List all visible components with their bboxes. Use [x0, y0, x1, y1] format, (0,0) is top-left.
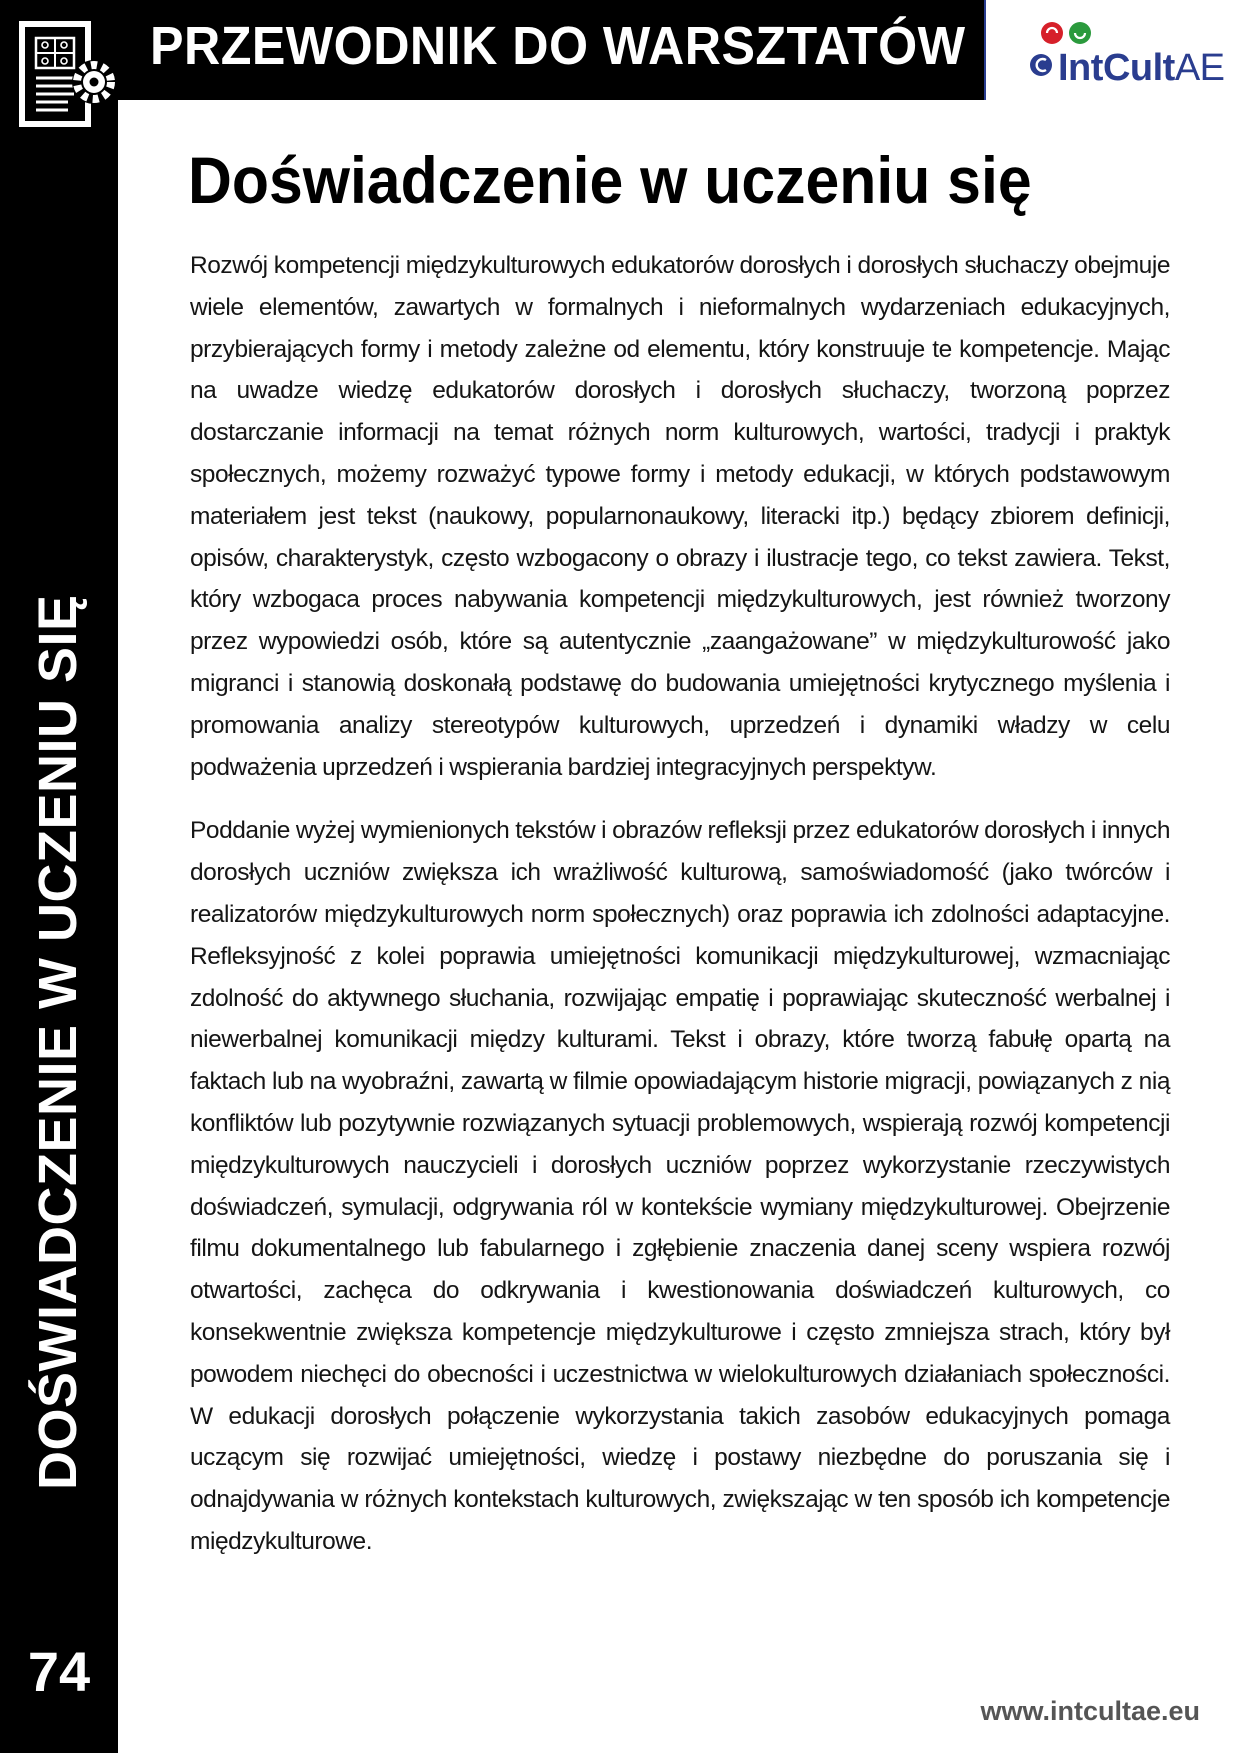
- logo-text-ae: AE: [1174, 47, 1225, 89]
- logo-text: [1058, 46, 1225, 90]
- intcultae-logo: [1024, 20, 1224, 90]
- paragraph-2: Poddanie wyżej wymienionych tekstów i obrazów refleksji przez edukatorów dorosłych i innych dorosłych uczniów zwiększa ich wrażliwość kulturową, samoświadomość (jako twórców i realizatorów międzykulturowych norm społecznych) oraz poprawia ich zdolności adaptacyjne. Refleksyjność z kolei poprawia umiejętności komunikacji międzykulturowej, wzmacniając zdolność do aktywnego słuchania, rozwijając empatię i poprawiając skuteczność werbalnej i niewerbalnej komunikacji między kulturami. Tekst i obrazy, które tworzą fabułę opartą na faktach lub na wyobraźni, zawartą w filmie opowiadającym historie migracji, powiązanych z nią konfliktów lub pozytywnie rozwiązanych sytuacji problemowych, wspierają rozwój kompetencji międzykulturowych nauczycieli i dorosłych uczniów poprzez wykorzystanie rzeczywistych doświadczeń, symulacji, odgrywania ról w kontekście wymiany międzykulturowej. Obejrzenie filmu dokumentalnego lub fabularnego i zgłębienie znaczenia danej sceny wspiera rozwój otwartości, zachęca do odkrywania i kwestionowania doświadczeń kulturowych, co konsekwentnie zwiększa kompetencje międzykulturowe i często zmniejsza strach, który był powodem niechęci do obecności i uczestnictwa w wielokulturowych działaniach społeczności. W edukacji dorosłych połączenie wykorzystania takich zasobów edukacyjnych pomaga uczącym się rozwijać umiejętności, wiedzę i postawy niezbędne do poruszania się i odnajdywania w różnych kontekstach kulturowych, zwiększając w ten sposób ich kompetencje międzykulturowe.: [190, 817, 1170, 1555]
- logo-blue-circle-icon: [1028, 50, 1058, 80]
- sidebar-section-title: DOŚWIADCZENIE W UCZENIU SIĘ: [28, 594, 88, 1490]
- body-text: [190, 245, 1170, 1585]
- page-heading: Doświadczenie w uczeniu się: [188, 143, 1032, 217]
- workshop-guide-icon: [18, 20, 118, 130]
- logo-text-cult: Cult: [1102, 47, 1175, 89]
- page-number: 74: [27, 1640, 91, 1703]
- paragraph-1: Rozwój kompetencji międzykulturowych edukatorów dorosłych i dorosłych słuchaczy obejmuje wiele elementów, zawartych w formalnych i nieformalnych wydarzeniach edukacyjnych, przybierających formy i metody zależne od elementu, który konstruuje te kompetencje. Mając na uwadze wiedzę edukatorów dorosłych i dorosłych słuchaczy, tworzoną poprzez dostarczanie informacji na temat różnych norm kulturowych, wartości, tradycji i praktyk społecznych, możemy rozważyć typowe formy i metody edukacji, w których podstawowym materiałem jest tekst (naukowy, popularnonaukowy, literacki itp.) będący zbiorem definicji, opisów, charakterystyk, często wzbogacony o obrazy i ilustracje tego, co tekst zawiera. Tekst, który wzbogaca proces nabywania kompetencji międzykulturowych, jest również tworzony przez wypowiedzi osób, które są autentycznie „zaangażowane” w międzykulturowość jako migranci i stanowią doskonałą podstawę do budowania umiejętności krytycznego myślenia i promowania analizy stereotypów kulturowych, uprzedzeń i dynamiki władzy w celu podważenia uprzedzeń i wspierania bardziej integracyjnych perspektyw.: [190, 252, 1170, 781]
- footer-url-link[interactable]: www.intcultae.eu: [980, 1696, 1200, 1726]
- logo-text-int: Int: [1058, 47, 1103, 89]
- header-title: PRZEWODNIK DO WARSZTATÓW: [150, 16, 966, 76]
